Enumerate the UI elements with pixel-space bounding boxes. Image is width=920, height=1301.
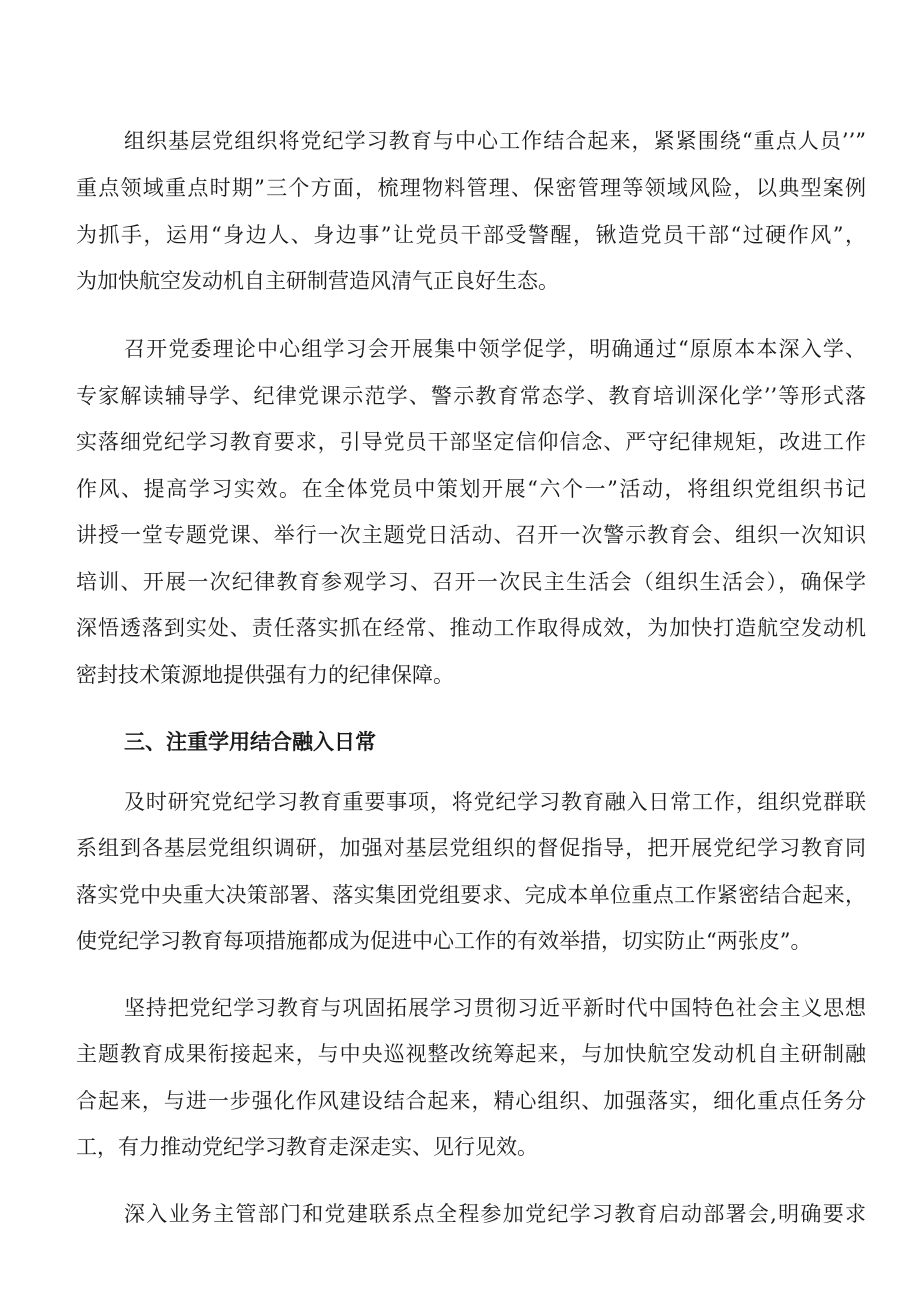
paragraph-line: 及时研究党纪学习教育重要事项，将党纪学习教育融入日常工作，组织党群联	[124, 790, 866, 814]
paragraph-line: 讲授一堂专题党课、举行一次主题党日活动、召开一次警示教育会、组织一次知识	[76, 523, 866, 547]
paragraph-line: 专家解读辅导学、纪律党课示范学、警示教育常态学、教育培训深化学’’等形式落	[76, 384, 866, 408]
paragraph-line: 实落细党纪学习教育要求，引导党员干部坚定信仰信念、严守纪律规矩，改进工作	[76, 430, 866, 454]
paragraph-line: 召开党委理论中心组学习会开展集中领学促学，明确通过“原原本本深入学、	[124, 337, 866, 361]
paragraph-line: 深入业务主管部门和党建联系点全程参加党纪学习教育启动部署会,明确要求	[124, 1202, 866, 1226]
paragraph-line: 坚持把党纪学习教育与巩固拓展学习贯彻习近平新时代中国特色社会主义思想	[124, 996, 866, 1020]
paragraph-line: 为抓手，运用“身边人、身边事”让党员干部受警醒，锹造党员干部“过硬作风”，	[76, 223, 866, 247]
paragraph-line: 密封技术策源地提供强有力的纪律保障。	[76, 663, 454, 687]
paragraph-line: 系组到各基层党组织调研，加强对基层党组织的督促指导，把开展党纪学习教育同	[76, 836, 866, 860]
paragraph-line: 主题教育成果衔接起来，与中央巡视整改统筹起来，与加快航空发动机自主研制融	[76, 1042, 866, 1066]
paragraph-line: 重点领域重点时期”三个方面，梳理物料管理、保密管理等领域风险，以典型案例	[76, 176, 866, 200]
paragraph-line: 工，有力推动党纪学习教育走深走实、见行见效。	[76, 1135, 538, 1159]
paragraph-line: 为加快航空发动机自主研制营造风清气正良好生态。	[76, 269, 559, 293]
paragraph-line: 使党纪学习教育每项措施都成为促进中心工作的有效举措，切实防止“两张皮”。	[76, 929, 812, 953]
paragraph-line: 组织基层党组织将党纪学习教育与中心工作结合起来，紧紧围绕“重点人员’’”	[124, 129, 866, 153]
paragraph-line: 培训、开展一次纪律教育参观学习、召开一次民主生活会（组织生活会），确保学	[76, 570, 866, 594]
section-heading: 三、注重学用结合融入日常	[124, 730, 376, 754]
paragraph-line: 落实党中央重大决策部署、落实集团党组要求、完成本单位重点工作紧密结合起来，	[76, 883, 866, 907]
paragraph-line: 深悟透落到实处、责任落实抓在经常、推动工作取得成效，为加快打造航空发动机	[76, 616, 866, 640]
paragraph-line: 合起来，与进一步强化作风建设结合起来，精心组织、加强落实，细化重点任务分	[76, 1089, 866, 1113]
paragraph-line: 作风、提高学习实效。在全体党员中策划开展“六个一”活动，将组织党组织书记	[76, 477, 866, 501]
